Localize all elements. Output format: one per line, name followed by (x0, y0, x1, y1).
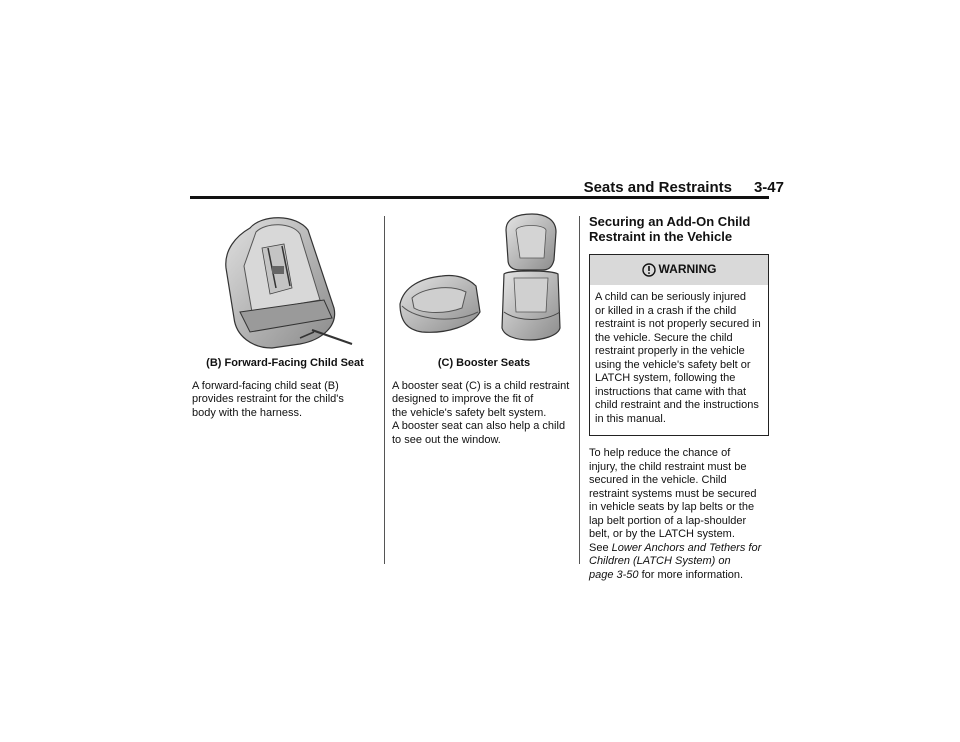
warning-text: A child can be seriously injured or killed in a crash if the child restraint is not properly secured in the vehicle. Secure the child restraint properly in the vehicle using the vehicle's safety belt or LATCH system, following the instructions that came with that child restraint and the instructions in this manual. (595, 291, 761, 425)
paragraph-line: injury, the child restraint must be (589, 460, 747, 473)
paragraph-line: secured in the vehicle. Child (589, 474, 727, 486)
cross-reference-link[interactable]: Lower Anchors and Tethers for (611, 541, 762, 554)
body-paragraph (589, 447, 769, 582)
section-heading: Securing an Add-On Child Restraint in the Vehicle (589, 214, 751, 244)
cross-reference-link[interactable]: page 3-50 (589, 568, 639, 581)
warning-header (590, 255, 768, 285)
paragraph-line (589, 555, 769, 569)
warning-label: WARNING (658, 262, 717, 277)
booster-base-icon (400, 275, 480, 332)
figure-caption: (B) Forward-Facing Child Seat (206, 357, 364, 369)
paragraph-line (589, 569, 769, 583)
paragraph-line: restraint systems must be secured (589, 487, 757, 500)
header-rule (190, 196, 769, 199)
paragraph-line: lap belt portion of a lap-shoulder (589, 514, 747, 527)
figure-caption: (C) Booster Seats (437, 357, 531, 369)
section-title: Seats and Restraints (583, 179, 732, 196)
paragraph-line: To help reduce the chance of (589, 447, 731, 459)
column-divider-1 (384, 216, 385, 564)
column-1 (192, 208, 372, 420)
column-divider-2 (579, 216, 580, 564)
high-back-booster-icon (502, 214, 560, 340)
cross-reference-link[interactable]: Children (LATCH System) on (589, 555, 731, 567)
see-prefix: See (589, 541, 612, 554)
reference-suffix: for more information. (638, 568, 744, 581)
warning-symbol-icon (642, 263, 656, 277)
paragraph-line: belt, or by the LATCH system. (589, 528, 735, 540)
warning-box (589, 254, 769, 436)
body-paragraph: A booster seat (C) is a child restraint designed to improve the fit of the vehicle's safety belt system. A booster seat can also help a child to see out the window. (392, 379, 570, 446)
forward-facing-child-seat-icon (192, 208, 372, 353)
paragraph-line: in vehicle seats by lap belts or the (589, 501, 755, 513)
booster-seats-illustration (392, 208, 574, 353)
body-paragraph: A forward-facing child seat (B) provides restraint for the child's body with the harness. (192, 379, 344, 419)
page-number: 3-47 (753, 179, 784, 196)
header-title (584, 179, 784, 196)
column-3 (589, 214, 769, 582)
paragraph-line (589, 542, 769, 556)
column-2 (392, 208, 574, 447)
